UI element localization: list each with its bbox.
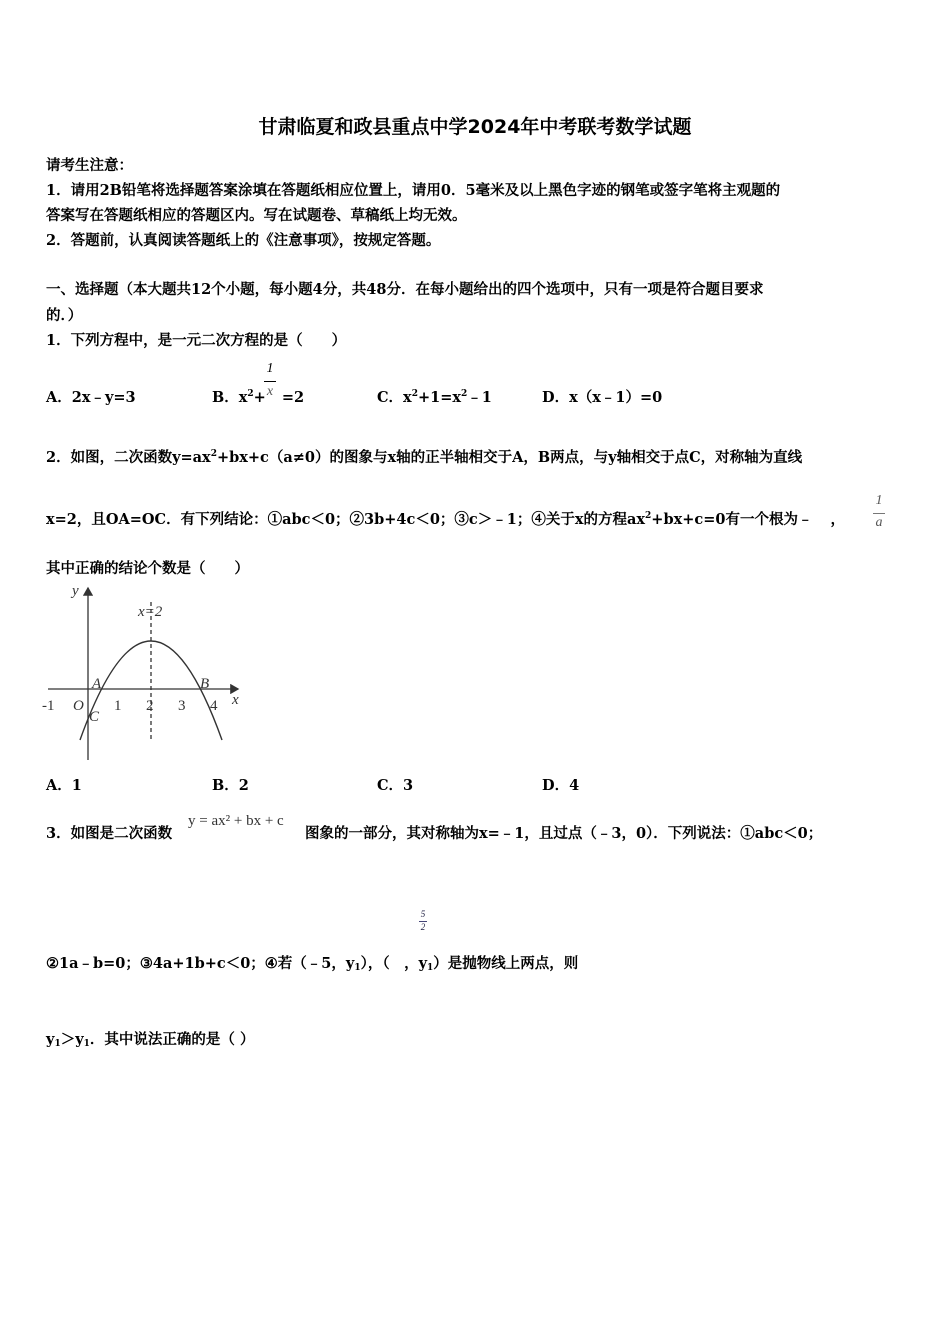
q3-equation-image: y = ax² + bx + c [188,813,284,829]
tick-label-4: 4 [210,698,218,714]
q2-line-2 [46,508,845,529]
x-axis-label: x [232,692,239,708]
q3-line-2 [46,952,578,973]
q3-line-3-pre: y [46,1031,55,1048]
q1-option-b-post: =2 [281,389,305,406]
q1-option-b-denominator: x [266,384,274,399]
q3-line-2-mid: ），（ ，y [360,955,428,972]
tick-label-2: 2 [146,698,154,714]
q2-option-a: A．1 [46,777,82,794]
q2-line-3: 其中正确的结论个数是（ ） [46,560,249,577]
q2-option-c: C．3 [377,777,414,794]
tick-label-3: 3 [178,698,186,714]
q1-option-c-post: ﹣1 [467,389,492,406]
q3-fraction-numerator: 5 [420,909,426,919]
q3-line-3-post: ．其中说法正确的是（ ） [89,1031,255,1048]
q1-option-b [212,386,304,407]
q2-line-2-sup: 2 [645,511,652,521]
q3-line-1-post: 图象的一部分，其对称轴为x=﹣1，且过点（﹣3，0）．下列说法：①abc＜0； [305,825,823,842]
q3-line-2-pre: ②1a﹣b=0；③4a+1b+c＜0；④若（﹣5，y [46,955,355,972]
q3-line-1-pre: 3．如图是二次函数 [46,825,173,842]
q1-option-c-pre: C．x [377,389,412,406]
q3-line-3-mid: ＞y [60,1031,84,1048]
q1-option-a: A．2x﹣y=3 [46,389,136,406]
q2-parabola-graph [40,580,250,765]
q2-line-1-post: +bx+c（a≠0）的图象与x轴的正半轴相交于A，B两点，与y轴相交于点C，对称轴为直线 [216,449,803,466]
section-heading-line-1: 一、选择题（本大题共12个小题，每小题4分，共48分．在每小题给出的四个选项中，只有一项是符合题目要求 [46,281,764,298]
q2-line-1-sup: 2 [210,449,217,459]
q2-fraction-bar [873,513,885,514]
q2-option-b: B．2 [212,777,249,794]
q1-option-b-sup: 2 [247,389,254,399]
q1-option-c-sup1: 2 [411,389,418,399]
q2-option-d: D．4 [542,777,580,794]
q1-option-b-plus: + [253,389,266,406]
symmetry-axis-label: x=2 [138,604,163,620]
notice-heading: 请考生注意： [46,157,133,174]
q1-option-b-fraction-bar [264,381,276,382]
tick-label-neg1: -1 [42,698,55,714]
q3-line-2-sub2: 1 [427,963,434,973]
q3-line-2-sub1: 1 [354,963,361,973]
q2-fraction-denominator: a [875,515,883,530]
section-heading-line-2: 的．） [46,307,83,324]
point-c-label: C [89,709,100,725]
tick-label-1: 1 [114,698,122,714]
q3-line-3 [46,1028,254,1049]
q3-fraction-denominator: 2 [420,922,426,932]
notice-line-1: 1．请用2B铅笔将选择题答案涂填在答题纸相应位置上，请用0．5毫米及以上黑色字迹的钢笔或签字笔将主观题的 [46,182,781,199]
q1-option-c [377,386,492,407]
q1-option-b-numerator: 1 [266,361,274,376]
q3-line-2-post: ）是抛物线上两点，则 [433,955,579,972]
point-b-label: B [200,676,210,692]
q1-option-c-sup2: 2 [461,389,468,399]
point-a-label: A [92,676,102,692]
q2-line-2-end: ， [830,511,845,528]
q2-line-2-post: +bx+c=0有一个根为﹣ [651,511,813,528]
q2-line-2-pre: x=2，且OA=OC．有下列结论：①abc＜0；②3b+4c＜0；③c＞﹣1；④关于x的方程ax [46,511,646,528]
q1-option-b-pre: B．x [212,389,248,406]
q1-stem: 1．下列方程中，是一元二次方程的是（ ） [46,332,347,349]
q1-option-c-mid: +1=x [417,389,461,406]
notice-line-1b: 答案写在答题纸相应的答题区内。写在试题卷、草稿纸上均无效。 [46,207,467,224]
q3-line-3-sub2: 1 [83,1039,90,1049]
origin-label: O [73,698,84,714]
q2-fraction-numerator: 1 [875,493,883,508]
notice-line-2: 2．答题前，认真阅读答题纸上的《注意事项》，按规定答题。 [46,232,441,249]
q2-line-1 [46,446,802,467]
q2-line-1-pre: 2．如图，二次函数y=ax [46,449,211,466]
page-title: 甘肃临夏和政县重点中学2024年中考联考数学试题 [258,116,692,138]
y-axis-label: y [72,583,79,599]
q1-option-d: D．x（x﹣1）=0 [542,389,663,406]
q3-line-3-sub1: 1 [54,1039,61,1049]
